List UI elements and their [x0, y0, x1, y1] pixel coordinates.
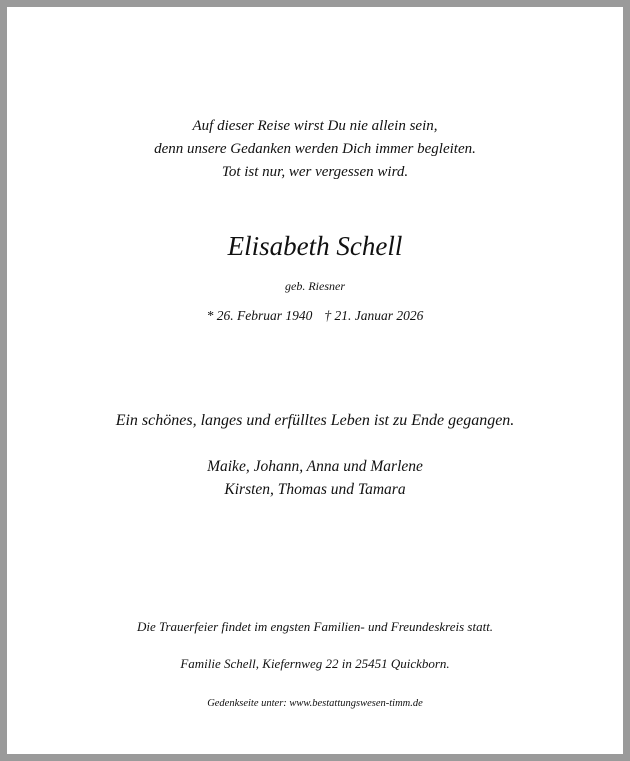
motto-line-1: Auf dieser Reise wirst Du nie allein sein,: [192, 118, 438, 134]
family-line-1: Maike, Johann, Anna und Marlene: [207, 458, 423, 475]
motto-line-3: Tot ist nur, wer vergessen wird.: [221, 164, 409, 180]
obituary-card: [7, 7, 623, 754]
memorial-page-link: Gedenkseite unter: www.bestattungswesen-timm.de: [207, 698, 423, 709]
birth-date: * 26. Februar 1940: [206, 308, 313, 323]
maiden-name: geb. Riesner: [285, 279, 345, 293]
funeral-notice: Die Trauerfeier findet im engsten Familien- und Freundeskreis statt.: [136, 619, 494, 634]
deceased-name: Elisabeth Schell: [227, 231, 403, 261]
family-line-2: Kirsten, Thomas und Tamara: [224, 481, 406, 498]
death-date: † 21. Januar 2026: [324, 308, 424, 323]
motto-line-2: denn unsere Gedanken werden Dich immer begleiten.: [154, 141, 476, 157]
statement-text: Ein schönes, langes und erfülltes Leben ist zu Ende gegangen.: [115, 412, 515, 429]
life-dates: [7, 308, 623, 324]
family-address: Familie Schell, Kiefernweg 22 in 25451 Quickborn.: [180, 656, 450, 671]
